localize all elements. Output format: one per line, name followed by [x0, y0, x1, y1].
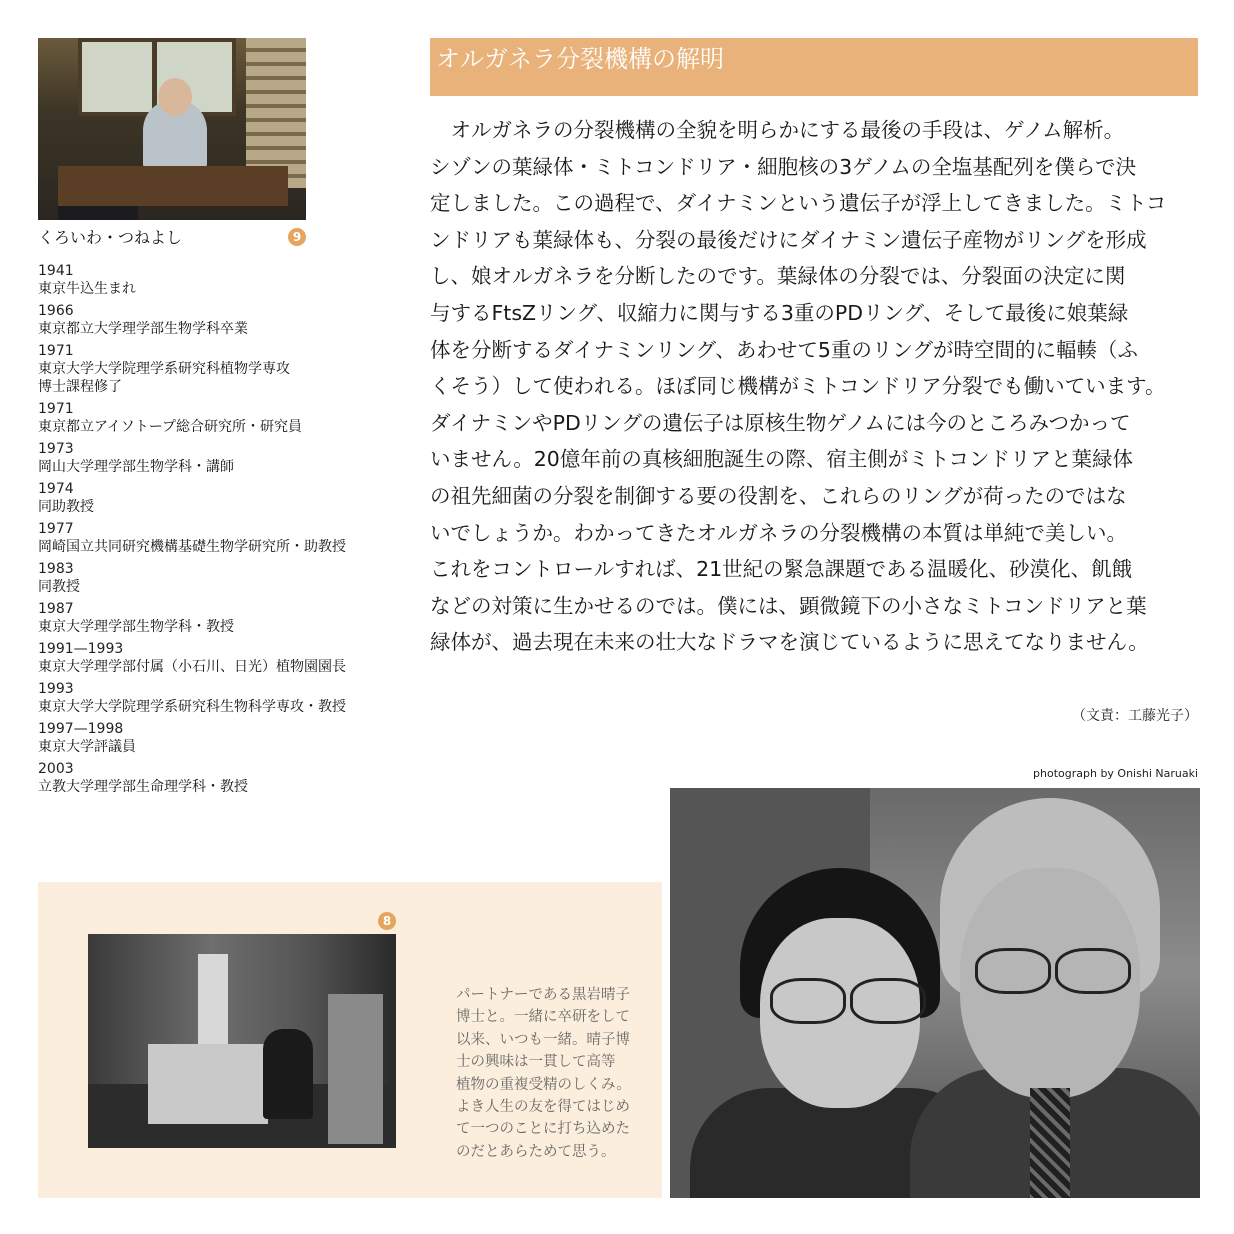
portrait-photo	[38, 38, 306, 220]
couple-photo	[670, 788, 1200, 1198]
timeline-entry	[38, 302, 418, 338]
timeline-text: 東京大学評議員	[38, 739, 136, 755]
article-line: 緑体が、過去現在未来の壮大なドラマを演じているように思えてなりません。	[430, 630, 1149, 655]
timeline-entry	[38, 720, 418, 756]
timeline-entry	[38, 600, 418, 636]
caption-line: 博士と。一緒に卒研をして	[456, 1009, 630, 1026]
timeline-year: 1997—1998	[38, 721, 124, 737]
caption-line: 士の興味は一貫して高等	[456, 1054, 616, 1071]
timeline-year: 1977	[38, 521, 74, 537]
article-line: いでしょうか。わかってきたオルガネラの分裂機構の本質は単純で美しい。	[430, 520, 1127, 545]
timeline-entry	[38, 400, 418, 436]
timeline-year: 1983	[38, 561, 74, 577]
caption-line: よき人生の友を得てはじめ	[456, 1099, 630, 1116]
timeline-text: 東京大学大学院理学系研究科植物学専攻	[38, 361, 290, 377]
article-line: の祖先細菌の分裂を制御する要の役割を、これらのリングが荷ったのではな	[430, 483, 1127, 508]
timeline-entry	[38, 560, 418, 596]
article-line: などの対策に生かせるのでは。僕には、顕微鏡下の小さなミトコンドリアと葉	[430, 593, 1147, 618]
article-line: 体を分断するダイナミンリング、あわせて5重のリングが時空間的に輻輳（ふ	[430, 337, 1138, 362]
timeline-text: 同教授	[38, 579, 80, 595]
caption-line: のだとあらためて思う。	[456, 1143, 616, 1160]
writer-credit: （文責：工藤光子）	[1072, 708, 1198, 724]
profile-name: くろいわ・つねよし	[38, 228, 183, 247]
timeline-text: 東京大学理学部付属（小石川、日光）植物園園長	[38, 659, 346, 675]
career-timeline	[38, 262, 418, 800]
timeline-year: 1987	[38, 601, 74, 617]
article-line: くそう）して使われる。ほぼ同じ機構がミトコンドリア分裂でも働いています。	[430, 374, 1166, 399]
timeline-text: 東京牛込生まれ	[38, 281, 136, 297]
caption-line: て一つのことに打ち込めた	[456, 1121, 630, 1138]
timeline-text: 博士課程修了	[38, 379, 122, 395]
laboratory-photo	[88, 934, 396, 1148]
timeline-text: 東京大学理学部生物学科・教授	[38, 619, 234, 635]
timeline-text: 同助教授	[38, 499, 94, 515]
article-line: いません。20億年前の真核細胞誕生の際、宿主側がミトコンドリアと葉緑体	[430, 447, 1133, 472]
timeline-entry	[38, 440, 418, 476]
article-line: 与するFtsZリング、収縮力に関与する3重のPDリング、そして最後に娘葉緑	[430, 300, 1129, 325]
article-line: し、娘オルガネラを分断したのです。葉緑体の分裂では、分裂面の決定に関	[430, 264, 1126, 289]
timeline-entry	[38, 262, 418, 298]
timeline-year: 1974	[38, 481, 74, 497]
article-line: 定しました。この過程で、ダイナミンという遺伝子が浮上してきました。ミトコ	[430, 191, 1167, 216]
photo-credit: photograph by Onishi Naruaki	[1033, 767, 1198, 780]
section-header	[430, 38, 1198, 96]
article-line: これをコントロールすれば、21世紀の緊急課題である温暖化、砂漠化、飢餓	[430, 557, 1133, 582]
timeline-year: 1941	[38, 263, 74, 279]
timeline-year: 2003	[38, 761, 74, 777]
article-line: ンドリアも葉緑体も、分裂の最後だけにダイナミン遺伝子産物がリングを形成	[430, 227, 1147, 252]
timeline-text: 東京都立大学理学部生物学科卒業	[38, 321, 248, 337]
section-title: オルガネラ分裂機構の解明	[436, 45, 724, 73]
timeline-entry	[38, 342, 418, 396]
timeline-year: 1966	[38, 303, 74, 319]
timeline-entry	[38, 680, 418, 716]
timeline-year: 1993	[38, 681, 74, 697]
article-line: シゾンの葉緑体・ミトコンドリア・細胞核の3ゲノムの全塩基配列を僕らで決	[430, 154, 1137, 179]
timeline-entry	[38, 480, 418, 516]
lab-photo-caption	[456, 984, 652, 1163]
timeline-year: 1973	[38, 441, 74, 457]
photo-number-badge: 9	[288, 228, 306, 246]
photo-number-badge: 8	[378, 912, 396, 930]
timeline-entry	[38, 640, 418, 676]
caption-line: パートナーである黒岩晴子	[456, 987, 630, 1003]
timeline-text: 立教大学理学部生命理学科・教授	[38, 779, 248, 795]
timeline-entry	[38, 520, 418, 556]
article-line: ダイナミンやPDリングの遺伝子は原核生物ゲノムには今のところみつかって	[430, 410, 1131, 435]
timeline-text: 東京都立アイソトープ総合研究所・研究員	[38, 419, 303, 435]
caption-line: 以来、いつも一緒。晴子博	[456, 1031, 630, 1048]
timeline-entry	[38, 760, 418, 796]
article-line: オルガネラの分裂機構の全貌を明らかにする最後の手段は、ゲノム解析。	[430, 118, 1125, 142]
timeline-year: 1971	[38, 343, 74, 359]
timeline-year: 1991—1993	[38, 641, 124, 657]
article-body	[430, 112, 1200, 661]
timeline-text: 東京大学大学院理学系研究科生物科学専攻・教授	[38, 699, 346, 715]
timeline-text: 岡崎国立共同研究機構基礎生物学研究所・助教授	[38, 539, 346, 555]
caption-line: 植物の重複受精のしくみ。	[456, 1076, 631, 1093]
timeline-year: 1971	[38, 401, 74, 417]
timeline-text: 岡山大学理学部生物学科・講師	[38, 459, 234, 475]
